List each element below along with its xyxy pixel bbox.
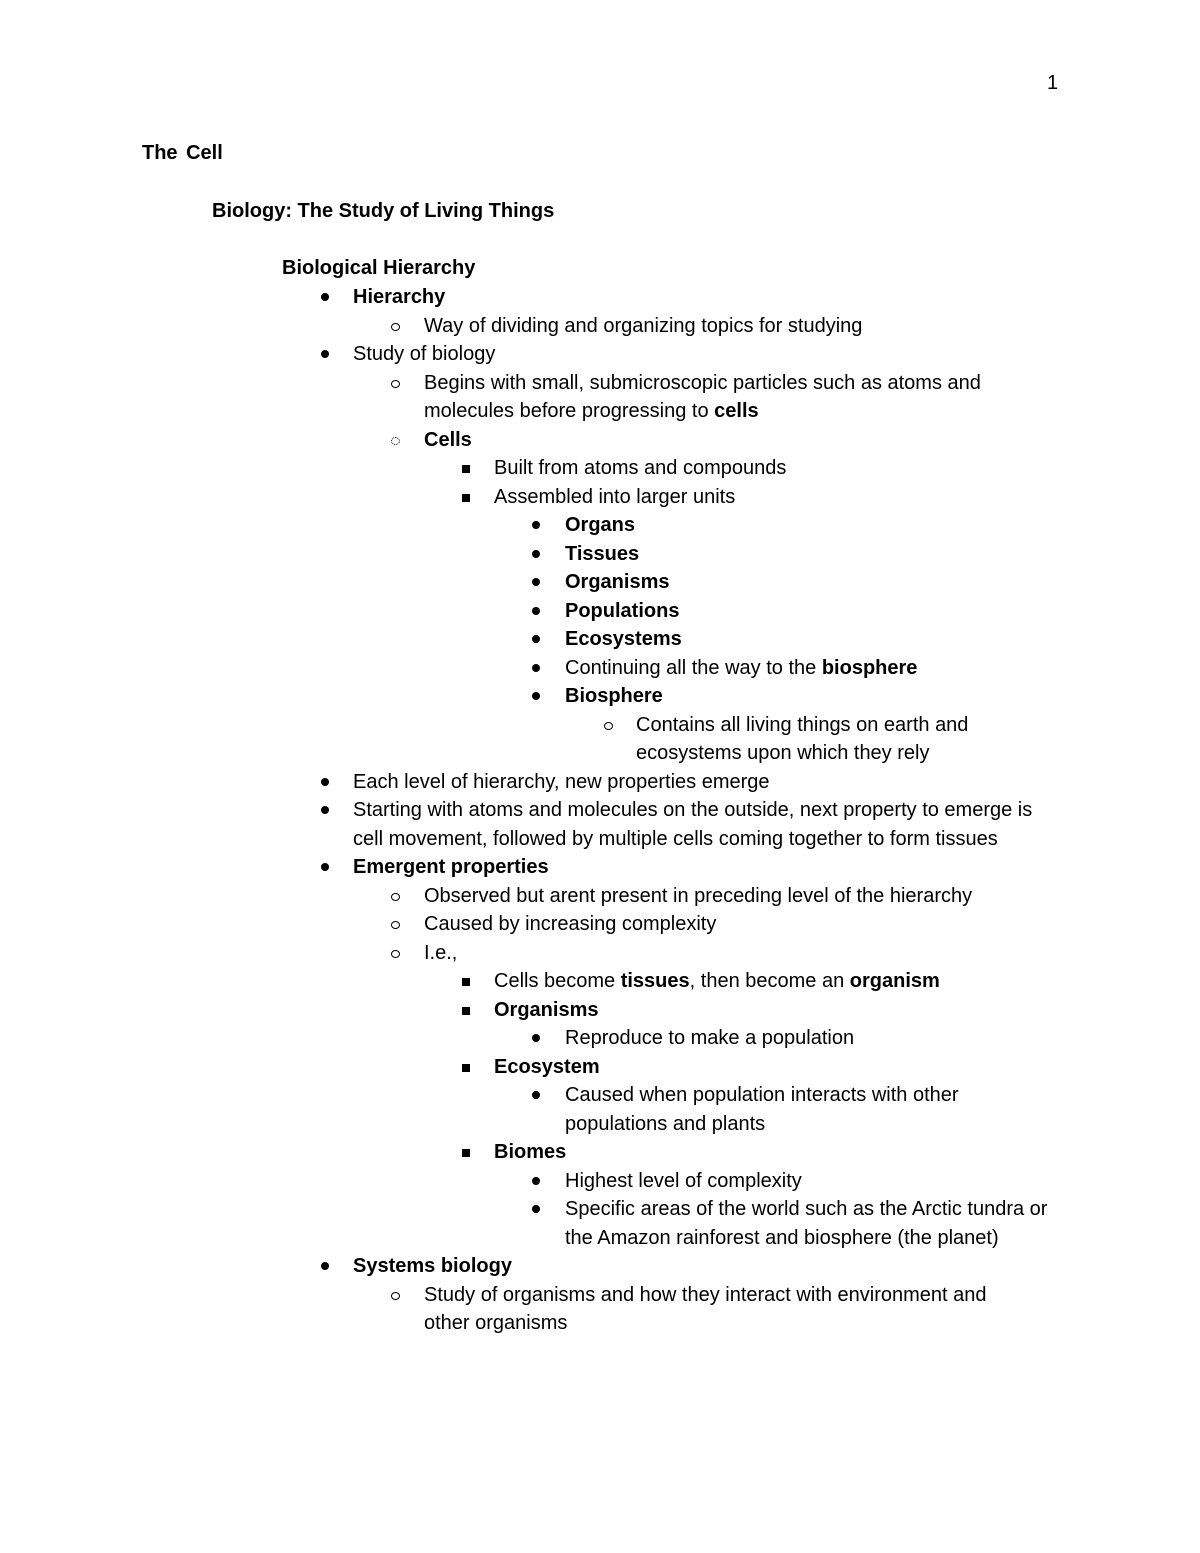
list-item: [0, 711, 1200, 768]
list-item: [0, 853, 1200, 882]
list-item-text: Starting with atoms and molecules on the outside, next property to emerge is cell movement, followed by multiple cells coming together to form tissues: [353, 799, 1033, 850]
list-item-text: Observed but arent present in preceding level of the hierarchy: [424, 884, 973, 907]
list-item-text: Begins with small, submicroscopic particles such as atoms and molecules before progressing to: [424, 371, 981, 422]
list-item: [0, 1252, 1200, 1281]
list-item-text: Cells become: [494, 970, 621, 992]
bullet-circle-icon: [391, 950, 400, 958]
bullet-disc-icon: [532, 1177, 540, 1185]
bullet-disc-icon: [321, 350, 329, 358]
list-item-text: Way of dividing and organizing topics for studying: [424, 314, 863, 337]
bullet-square-icon: [462, 1064, 470, 1072]
list-item: [0, 1081, 1200, 1138]
bullet-disc-icon: [532, 550, 540, 558]
list-item: [0, 654, 1200, 683]
list-item-text: Built from atoms and compounds: [494, 457, 787, 479]
list-item: [0, 426, 1200, 455]
list-item: [0, 967, 1200, 996]
list-item: [0, 1053, 1200, 1082]
bullet-disc-icon: [532, 607, 540, 615]
list-item-text: Biomes: [494, 1141, 567, 1163]
list-item-text: Ecosystems: [565, 628, 682, 650]
list-item-text: Reproduce to make a population: [565, 1027, 855, 1049]
bullet-disc-icon: [532, 521, 540, 529]
bullet-disc-icon: [321, 806, 329, 814]
list-item-text: Study of biology: [353, 343, 496, 365]
bullet-circle-icon: [391, 380, 400, 388]
list-item: [0, 768, 1200, 797]
list-item-text: Ecosystem: [494, 1055, 600, 1078]
list-item-bold-text: tissues: [620, 970, 690, 992]
list-item-text: I.e.,: [424, 941, 458, 964]
list-item: [0, 568, 1200, 597]
list-item-text: Tissues: [565, 542, 640, 565]
bullet-square-icon: [462, 1007, 470, 1015]
list-item-text: Organisms: [565, 571, 670, 593]
bullet-circle-icon: [391, 921, 400, 929]
bullet-disc-icon: [532, 1205, 540, 1213]
list-item-text: Continuing all the way to the: [565, 656, 822, 679]
bullet-disc-icon: [532, 1034, 540, 1042]
list-item: [0, 369, 1200, 426]
outline-list: [0, 283, 1200, 1338]
bullet-circle-icon: [604, 722, 613, 730]
bullet-disc-icon: [532, 578, 540, 586]
bullet-disc-icon: [532, 635, 540, 643]
list-item-text: Cells: [424, 428, 472, 451]
list-item-bold-text: biosphere: [821, 656, 918, 679]
list-item-bold-text: organism: [849, 970, 940, 992]
document-subtitle: Biology: The Study of Living Things: [212, 200, 555, 222]
list-item: [0, 1195, 1200, 1252]
bullet-circle-icon: [391, 1292, 400, 1300]
list-item: [0, 283, 1200, 312]
list-item: [0, 1024, 1200, 1053]
list-item: [0, 1167, 1200, 1196]
list-item-text: Organisms: [494, 998, 599, 1021]
document-title: The Cell: [142, 142, 223, 164]
list-item-text: Contains all living things on earth and ecosystems upon which they rely: [636, 713, 969, 764]
list-item-text: Emergent properties: [353, 856, 549, 878]
bullet-square-icon: [462, 465, 470, 473]
list-item-text: Specific areas of the world such as the Arctic tundra or the Amazon rainforest and biosphere (the planet): [565, 1198, 1048, 1249]
list-item: [0, 625, 1200, 654]
list-item: [0, 910, 1200, 939]
bullet-disc-icon: [321, 863, 329, 871]
bullet-square-icon: [462, 494, 470, 502]
list-item-text: Organs: [565, 514, 636, 536]
list-item: [0, 796, 1200, 853]
section-heading: Biological Hierarchy: [282, 257, 476, 279]
list-item: [0, 597, 1200, 626]
list-item: [0, 540, 1200, 569]
list-item-text: Biosphere: [565, 685, 663, 707]
list-item-text: Assembled into larger units: [494, 485, 736, 508]
list-item-text: Each level of hierarchy, new properties emerge: [353, 770, 770, 793]
list-item: [0, 996, 1200, 1025]
bullet-circle-icon: [391, 437, 400, 445]
list-item-text: Caused by increasing complexity: [424, 913, 717, 935]
bullet-disc-icon: [532, 1091, 540, 1099]
bullet-circle-icon: [391, 323, 400, 331]
list-item-bold-text: cells: [714, 400, 759, 422]
list-item: [0, 1281, 1200, 1338]
list-item: [0, 312, 1200, 341]
page-number: 1: [1047, 72, 1059, 94]
bullet-disc-icon: [321, 778, 329, 786]
bullet-circle-icon: [391, 893, 400, 901]
list-item: [0, 483, 1200, 512]
bullet-disc-icon: [532, 692, 540, 700]
bullet-square-icon: [462, 978, 470, 986]
bullet-disc-icon: [321, 293, 329, 301]
list-item: [0, 1138, 1200, 1167]
list-item: [0, 882, 1200, 911]
list-item-text: Highest level of complexity: [565, 1169, 802, 1192]
list-item: [0, 511, 1200, 540]
list-item: [0, 454, 1200, 483]
list-item-text: Systems biology: [353, 1255, 512, 1277]
list-item: [0, 340, 1200, 369]
list-item-text: Hierarchy: [353, 286, 446, 308]
list-item-text: , then become an: [689, 970, 850, 992]
list-item: [0, 682, 1200, 711]
list-item-text: Caused when population interacts with other populations and plants: [565, 1084, 959, 1135]
list-item: [0, 939, 1200, 968]
bullet-square-icon: [462, 1149, 470, 1157]
list-item-text: Study of organisms and how they interact with environment and other organisms: [424, 1283, 987, 1334]
bullet-disc-icon: [532, 664, 540, 672]
list-item-text: Populations: [565, 599, 680, 622]
bullet-disc-icon: [321, 1262, 329, 1270]
